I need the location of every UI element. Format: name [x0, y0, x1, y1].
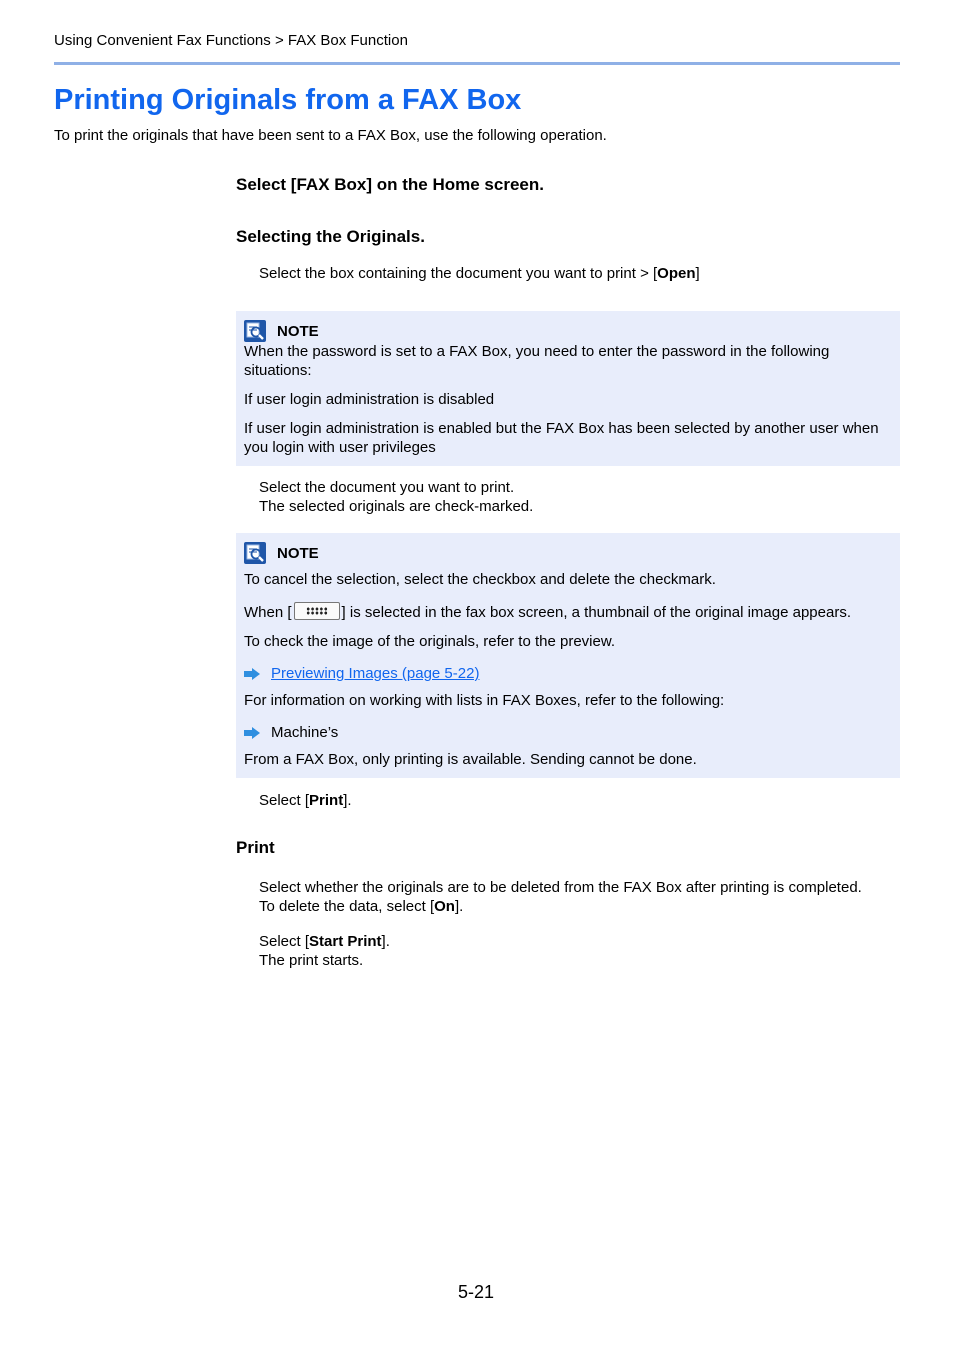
- step3-text1: Select whether the originals are to be deleted from the FAX Box after printing is completed.: [259, 879, 862, 896]
- breadcrumb: Using Convenient Fax Functions > FAX Box Function: [54, 32, 408, 49]
- note-magnifier-icon: [244, 320, 266, 342]
- step3-print-starts: The print starts.: [259, 952, 364, 969]
- step2-select-print: Select [Print].: [259, 792, 352, 809]
- note-magnifier-icon: [244, 542, 266, 564]
- note2-line4: For information on working with lists in FAX Boxes, refer to the following:: [244, 692, 725, 709]
- intro-text: To print the originals that have been sent to a FAX Box, use the following operation.: [54, 127, 607, 144]
- page-number: 5-21: [458, 1282, 495, 1302]
- note1-line3: If user login administration is enabled but the FAX Box has been selected by another user when you login with user privileges: [244, 420, 879, 456]
- arrow-right-icon: [244, 727, 260, 739]
- step1-heading: Select [FAX Box] on the Home screen.: [236, 175, 544, 194]
- step3-heading: Print: [236, 838, 275, 857]
- note2-line5: From a FAX Box, only printing is available. Sending cannot be done.: [244, 751, 697, 768]
- note2-line2: When [ ] is selected in the fax box screen, a thumbnail of the original image appears.: [244, 604, 851, 621]
- machine-reference: Machine’s: [271, 724, 339, 741]
- note2-line1: To cancel the selection, select the checkbox and delete the checkmark.: [244, 571, 716, 588]
- step2-heading: Selecting the Originals.: [236, 227, 425, 246]
- note-box-selection: [236, 533, 900, 778]
- step3-select-start-print: Select [Start Print].: [259, 933, 390, 950]
- step3-text2: To delete the data, select [On].: [259, 898, 464, 915]
- note1-line1: When the password is set to a FAX Box, you need to enter the password in the following situations:: [244, 343, 830, 379]
- note1-line2: If user login administration is disabled: [244, 391, 495, 408]
- step2-select-box: Select the box containing the document you want to print > [Open]: [259, 265, 700, 282]
- step2-checkmarked: The selected originals are check-marked.: [259, 498, 534, 515]
- step2-select-document: Select the document you want to print.: [259, 479, 515, 496]
- note-label: NOTE: [277, 322, 319, 340]
- header-rule: [54, 62, 900, 65]
- thumbnail-grid-icon: [294, 602, 340, 620]
- note2-line3: To check the image of the originals, refer to the preview.: [244, 633, 616, 650]
- note-header: [244, 319, 319, 343]
- note-label: NOTE: [277, 544, 319, 562]
- note-header: [244, 541, 319, 565]
- page-title: Printing Originals from a FAX Box: [54, 84, 522, 116]
- previewing-images-link[interactable]: Previewing Images (page 5-22): [271, 665, 480, 682]
- note-box-password: [236, 311, 900, 466]
- preview-link-line: [271, 664, 921, 683]
- arrow-right-icon: [244, 668, 260, 680]
